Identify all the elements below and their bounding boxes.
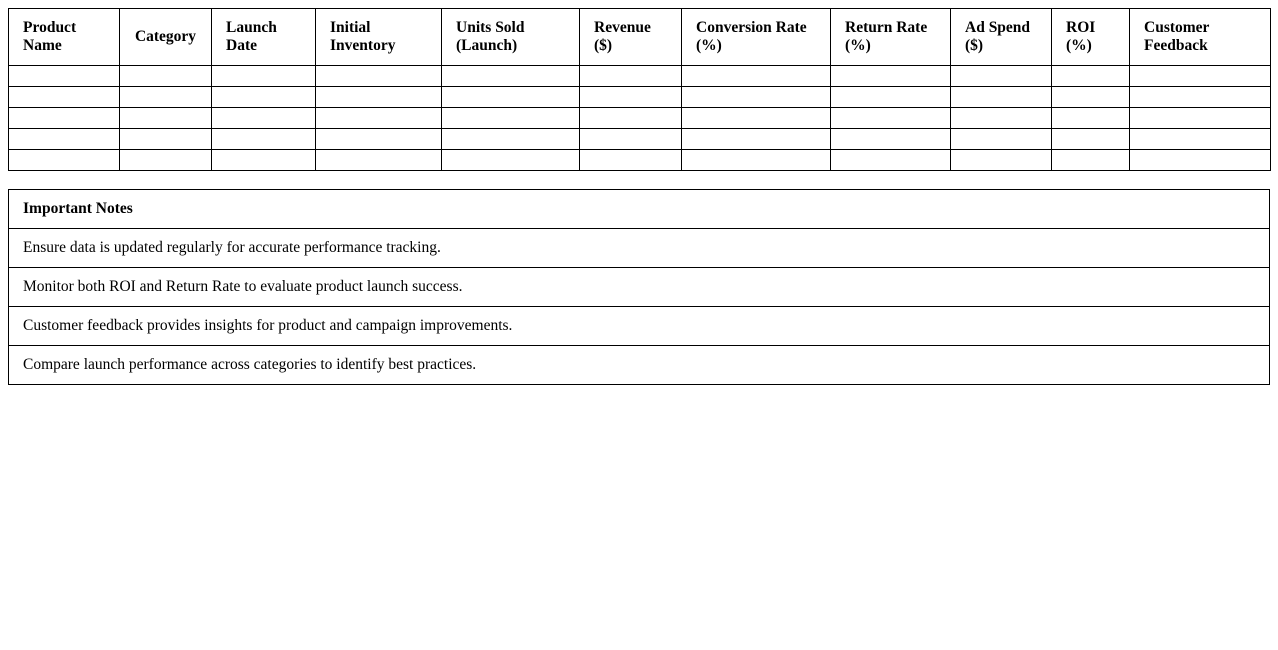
table-cell[interactable] xyxy=(682,150,831,171)
header-revenue: Revenue ($) xyxy=(580,9,682,66)
table-row xyxy=(9,66,1271,87)
table-cell[interactable] xyxy=(442,87,580,108)
table-cell[interactable] xyxy=(212,108,316,129)
product-launch-table xyxy=(8,8,1271,171)
note-item: Customer feedback provides insights for product and campaign improvements. xyxy=(9,307,1270,346)
notes-title: Important Notes xyxy=(9,190,1270,229)
table-cell[interactable] xyxy=(831,129,951,150)
note-row xyxy=(9,307,1270,346)
table-cell[interactable] xyxy=(120,66,212,87)
table-cell[interactable] xyxy=(951,66,1052,87)
table-cell[interactable] xyxy=(120,87,212,108)
header-ad-spend: Ad Spend ($) xyxy=(951,9,1052,66)
table-cell[interactable] xyxy=(831,87,951,108)
note-item: Monitor both ROI and Return Rate to evaluate product launch success. xyxy=(9,268,1270,307)
table-cell[interactable] xyxy=(580,108,682,129)
table-cell[interactable] xyxy=(682,108,831,129)
header-roi: ROI (%) xyxy=(1052,9,1130,66)
table-cell[interactable] xyxy=(9,150,120,171)
table-row xyxy=(9,87,1271,108)
table-cell[interactable] xyxy=(951,87,1052,108)
table-cell[interactable] xyxy=(951,129,1052,150)
table-cell[interactable] xyxy=(9,108,120,129)
table-cell[interactable] xyxy=(1130,87,1271,108)
note-item: Ensure data is updated regularly for accurate performance tracking. xyxy=(9,229,1270,268)
table-cell[interactable] xyxy=(120,129,212,150)
table-cell[interactable] xyxy=(442,129,580,150)
table-body xyxy=(9,66,1271,171)
table-cell[interactable] xyxy=(212,129,316,150)
table-header-row xyxy=(9,9,1271,66)
table-cell[interactable] xyxy=(1052,66,1130,87)
table-cell[interactable] xyxy=(682,129,831,150)
table-cell[interactable] xyxy=(120,150,212,171)
table-cell[interactable] xyxy=(212,66,316,87)
table-cell[interactable] xyxy=(682,87,831,108)
table-row xyxy=(9,129,1271,150)
header-product-name: Product Name xyxy=(9,9,120,66)
table-cell[interactable] xyxy=(1052,87,1130,108)
table-cell[interactable] xyxy=(9,87,120,108)
header-launch-date: Launch Date xyxy=(212,9,316,66)
table-cell[interactable] xyxy=(580,66,682,87)
note-item: Compare launch performance across categories to identify best practices. xyxy=(9,346,1270,385)
note-row xyxy=(9,229,1270,268)
important-notes-table xyxy=(8,189,1270,385)
note-row xyxy=(9,346,1270,385)
header-conversion-rate: Conversion Rate (%) xyxy=(682,9,831,66)
table-cell[interactable] xyxy=(580,129,682,150)
table-cell[interactable] xyxy=(316,150,442,171)
table-row xyxy=(9,108,1271,129)
table-cell[interactable] xyxy=(1052,150,1130,171)
table-cell[interactable] xyxy=(9,129,120,150)
note-row xyxy=(9,268,1270,307)
table-cell[interactable] xyxy=(1130,108,1271,129)
table-cell[interactable] xyxy=(442,66,580,87)
table-cell[interactable] xyxy=(316,66,442,87)
table-cell[interactable] xyxy=(951,150,1052,171)
table-cell[interactable] xyxy=(1052,108,1130,129)
table-cell[interactable] xyxy=(831,108,951,129)
table-row xyxy=(9,150,1271,171)
header-return-rate: Return Rate (%) xyxy=(831,9,951,66)
table-cell[interactable] xyxy=(212,87,316,108)
table-cell[interactable] xyxy=(316,108,442,129)
table-cell[interactable] xyxy=(212,150,316,171)
table-cell[interactable] xyxy=(951,108,1052,129)
table-cell[interactable] xyxy=(831,150,951,171)
table-cell[interactable] xyxy=(1130,129,1271,150)
table-cell[interactable] xyxy=(580,87,682,108)
table-cell[interactable] xyxy=(442,150,580,171)
header-category: Category xyxy=(120,9,212,66)
header-units-sold: Units Sold (Launch) xyxy=(442,9,580,66)
table-cell[interactable] xyxy=(1052,129,1130,150)
table-cell[interactable] xyxy=(682,66,831,87)
header-customer-feedback: Customer Feedback xyxy=(1130,9,1271,66)
header-initial-inventory: Initial Inventory xyxy=(316,9,442,66)
notes-header-row xyxy=(9,190,1270,229)
table-cell[interactable] xyxy=(316,129,442,150)
table-cell[interactable] xyxy=(316,87,442,108)
table-cell[interactable] xyxy=(1130,150,1271,171)
table-cell[interactable] xyxy=(120,108,212,129)
table-cell[interactable] xyxy=(1130,66,1271,87)
table-cell[interactable] xyxy=(580,150,682,171)
table-cell[interactable] xyxy=(831,66,951,87)
table-cell[interactable] xyxy=(442,108,580,129)
table-cell[interactable] xyxy=(9,66,120,87)
